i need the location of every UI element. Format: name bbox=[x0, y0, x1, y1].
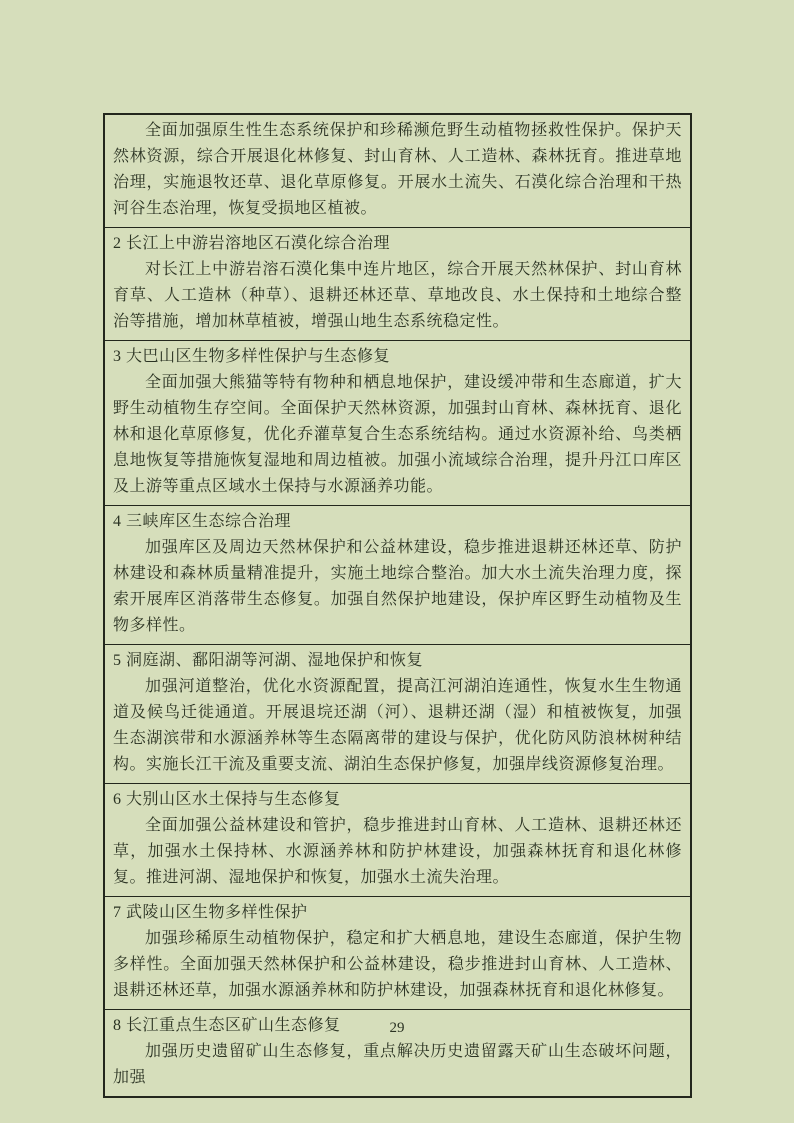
section-body: 加强历史遗留矿山生态修复，重点解决历史遗留露天矿山生态破坏问题，加强 bbox=[113, 1043, 682, 1086]
section-body: 加强河道整治，优化水资源配置，提高江河湖泊连通性，恢复水生生物通道及候鸟迁徙通道。开展退垸还湖（河）、退耕还湖（湿）和植被恢复，加强生态湖滨带和水源涵养林等生态隔离带的建设与保护，优化防风防浪林树种结构。实施长江干流及重要支流、湖泊生态保护修复，加强岸线资源修复治理。 bbox=[113, 678, 682, 773]
table-row bbox=[105, 227, 690, 340]
section-heading: 8 长江重点生态区矿山生态修复 bbox=[113, 1017, 341, 1034]
section-body: 全面加强公益林建设和管护，稳步推进封山育林、人工造林、退耕还林还草，加强水土保持林、水源涵养林和防护林建设，加强森林抚育和退化林修复。推进河湖、湿地保护和恢复，加强水土流失治理。 bbox=[113, 817, 682, 886]
section-heading: 6 大别山区水土保持与生态修复 bbox=[113, 791, 341, 808]
section-heading: 3 大巴山区生物多样性保护与生态修复 bbox=[113, 348, 391, 365]
ecology-restoration-table bbox=[103, 113, 692, 1098]
section-body: 全面加强大熊猫等特有物种和栖息地保护，建设缓冲带和生态廊道，扩大野生动植物生存空间。全面保护天然林资源，加强封山育林、森林抚育、退化林和退化草原修复，优化乔灌草复合生态系统结构。通过水资源补给、鸟类栖息地恢复等措施恢复湿地和周边植被。加强小流域综合治理，提升丹江口库区及上游等重点区域水土保持与水源涵养功能。 bbox=[113, 374, 682, 495]
table-row bbox=[105, 340, 690, 505]
table-row bbox=[105, 115, 690, 227]
section-body: 加强库区及周边天然林保护和公益林建设，稳步推进退耕还林还草、防护林建设和森林质量精准提升，实施土地综合整治。加大水土流失治理力度，探索开展库区消落带生态修复。加强自然保护地建设，保护库区野生动植物及生物多样性。 bbox=[113, 539, 682, 634]
section-body: 全面加强原生性生态系统保护和珍稀濒危野生动植物拯救性保护。保护天然林资源，综合开展退化林修复、封山育林、人工造林、森林抚育。推进草地治理，实施退牧还草、退化草原修复。开展水土流失、石漠化综合治理和干热河谷生态治理，恢复受损地区植被。 bbox=[113, 122, 682, 217]
table-row bbox=[105, 505, 690, 644]
section-heading: 2 长江上中游岩溶地区石漠化综合治理 bbox=[113, 235, 391, 252]
section-heading: 7 武陵山区生物多样性保护 bbox=[113, 904, 308, 921]
section-heading: 4 三峡库区生态综合治理 bbox=[113, 513, 292, 530]
page-number: 29 bbox=[389, 1020, 405, 1036]
section-body: 对长江上中游岩溶石漠化集中连片地区，综合开展天然林保护、封山育林育草、人工造林（种草）、退耕还林还草、草地改良、水土保持和土地综合整治等措施，增加林草植被，增强山地生态系统稳定性。 bbox=[113, 261, 682, 330]
table-row bbox=[105, 644, 690, 783]
table-row bbox=[105, 783, 690, 896]
section-heading: 5 洞庭湖、鄱阳湖等河湖、湿地保护和恢复 bbox=[113, 652, 424, 669]
table-row bbox=[105, 896, 690, 1009]
section-body: 加强珍稀原生动植物保护，稳定和扩大栖息地，建设生态廊道，保护生物多样性。全面加强天然林保护和公益林建设，稳步推进封山育林、人工造林、退耕还林还草，加强水源涵养林和防护林建设，加强森林抚育和退化林修复。 bbox=[113, 930, 682, 999]
